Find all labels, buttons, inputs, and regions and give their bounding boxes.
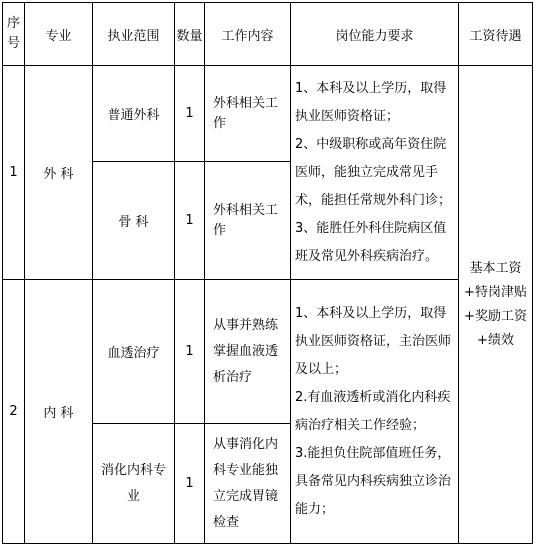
requirement-item: 2.有血液透析或消化内科疾病治疗相关工作经验； (295, 389, 451, 433)
work-cell: 外科相关工作 (205, 162, 291, 280)
count-cell: 1 (175, 162, 205, 280)
count-cell: 1 (175, 280, 205, 424)
pay-item: +绩效 (477, 332, 514, 348)
scope-cell: 骨 科 (93, 162, 175, 280)
pay-item: +奖励工资 (464, 308, 527, 324)
header-pay: 工资待遇 (459, 3, 533, 66)
requirements-cell (291, 280, 459, 544)
requirement-item: 2、中级职称或高年资住院医师，能独立完成常见手术，能担任常规外科门诊； (295, 136, 452, 208)
table-row (3, 280, 533, 424)
header-dept: 专业 (25, 3, 93, 66)
count-cell: 1 (175, 66, 205, 162)
scope-cell: 血透治疗 (93, 280, 175, 424)
seq-cell: 2 (3, 280, 25, 544)
scope-cell: 消化内科专业 (93, 424, 175, 544)
header-count: 数量 (175, 3, 205, 66)
header-work: 工作内容 (205, 3, 291, 66)
table-row (3, 66, 533, 162)
requirement-item: 1、本科及以上学历，取得执业医师资格证，主治医师及以上； (295, 305, 452, 377)
work-cell: 从事并熟练掌握血液透析治疗 (205, 280, 291, 424)
header-row (3, 3, 533, 66)
requirements-cell (291, 66, 459, 280)
header-req: 岗位能力要求 (291, 3, 459, 66)
header-seq: 序号 (3, 3, 25, 66)
job-table (2, 2, 533, 544)
seq-cell: 1 (3, 66, 25, 280)
dept-cell: 内 科 (25, 280, 93, 544)
dept-cell: 外 科 (25, 66, 93, 280)
work-cell: 从事消化内科专业能独立完成胃镜检查 (205, 424, 291, 544)
work-cell: 外科相关工作 (205, 66, 291, 162)
pay-item: +特岗津贴 (464, 284, 527, 300)
requirement-item: 3、能胜任外科住院病区值班及常见外科疾病治疗。 (295, 220, 447, 264)
requirement-item: 1、本科及以上学历，取得执业医师资格证； (295, 80, 447, 124)
pay-cell (459, 66, 533, 544)
header-scope: 执业范围 (93, 3, 175, 66)
requirement-item: 3.能担负住院部值班任务，具备常见内科疾病独立诊治能力； (295, 445, 452, 517)
count-cell: 1 (175, 424, 205, 544)
pay-item: 基本工资 (469, 260, 522, 276)
scope-cell: 普通外科 (93, 66, 175, 162)
